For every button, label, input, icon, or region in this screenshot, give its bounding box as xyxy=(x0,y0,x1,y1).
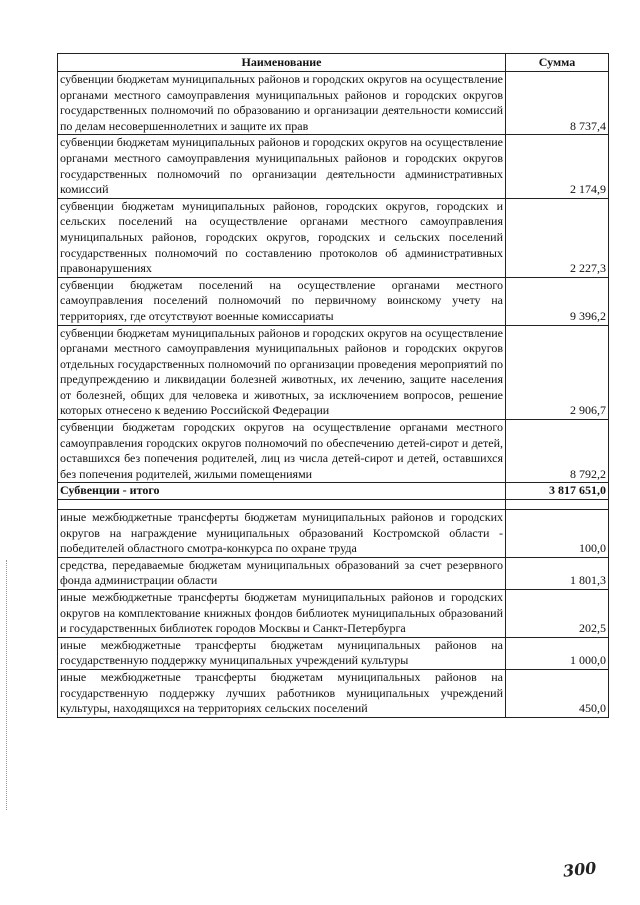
row-sum: 202,5 xyxy=(506,590,609,638)
row-sum: 2 227,3 xyxy=(506,198,609,277)
header-sum: Сумма xyxy=(506,54,609,72)
row-sum: 450,0 xyxy=(506,669,609,717)
row-name: субвенции бюджетам муниципальных районов, городских округов, городских и сельских поселений на осуществление органами местного самоуправления муниципальных районов, городских округов, городских и сельских поселений государственных полномочий по составлению протоколов об административных правонарушениях xyxy=(58,198,506,277)
row-name: средства, передаваемые бюджетам муниципальных образований за счет резервного фонда администрации области xyxy=(58,557,506,589)
table-row xyxy=(58,510,609,558)
row-name: субвенции бюджетам муниципальных районов и городских округов на осуществление органами местного самоуправления муниципальных районов и городских округов государственных полномочий по организации деятельности административных комиссий xyxy=(58,135,506,198)
table-row xyxy=(58,135,609,198)
row-name: субвенции бюджетам муниципальных районов и городских округов на осуществление органами местного самоуправления муниципальных районов и городских округов государственных полномочий по образованию и организации деятельности комиссий по делам несовершеннолетних и защите их прав xyxy=(58,72,506,135)
row-sum: 2 906,7 xyxy=(506,325,609,420)
table-header-row xyxy=(58,54,609,72)
table-row xyxy=(58,637,609,669)
table-row xyxy=(58,198,609,277)
spacer-cell xyxy=(58,500,506,510)
row-sum: 8 737,4 xyxy=(506,72,609,135)
total-sum: 3 817 651,0 xyxy=(506,483,609,500)
row-sum: 100,0 xyxy=(506,510,609,558)
table-row xyxy=(58,557,609,589)
row-name: субвенции бюджетам городских округов на осуществление органами местного самоуправления городских округов полномочий по обеспечению детей-сирот и детей, оставшихся без попечения родителей, лиц из числа детей-сирот и детей, оставшихся без попечения родителей, жилыми помещениями xyxy=(58,420,506,483)
table-row xyxy=(58,277,609,325)
row-sum: 8 792,2 xyxy=(506,420,609,483)
row-name: иные межбюджетные трансферты бюджетам муниципальных районов и городских округов на комплектование книжных фондов библиотек муниципальных образований и государственных библиотек городов Москвы и Санкт-Петербурга xyxy=(58,590,506,638)
spacer-row xyxy=(58,500,609,510)
total-name: Субвенции - итого xyxy=(58,483,506,500)
row-name: субвенции бюджетам муниципальных районов и городских округов на осуществление органами местного самоуправления муниципальных районов и городских округов отдельных государственных полномочий по организации проведения мероприятий по предупреждению и ликвидации болезней животных, их лечению, защите населения от болезней, общих для человека и животных, за исключением вопросов, решение которых отнесено к ведению Российской Федерации xyxy=(58,325,506,420)
table-row xyxy=(58,72,609,135)
row-name: иные межбюджетные трансферты бюджетам муниципальных районов на государственную поддержку лучших работников муниципальных учреждений культуры, находящихся на территориях сельских поселений xyxy=(58,669,506,717)
page-number: 300 xyxy=(562,858,598,881)
row-name: субвенции бюджетам поселений на осуществление органами местного самоуправления поселений полномочий по первичному воинскому учету на территориях, где отсутствуют военные комиссариаты xyxy=(58,277,506,325)
budget-table xyxy=(57,53,609,718)
row-sum: 1 000,0 xyxy=(506,637,609,669)
total-row xyxy=(58,483,609,500)
spacer-cell xyxy=(506,500,609,510)
row-name: иные межбюджетные трансферты бюджетам муниципальных районов и городских округов на награждение муниципальных образований Костромской области - победителей областного смотра-конкурса по охране труда xyxy=(58,510,506,558)
table-row xyxy=(58,590,609,638)
row-sum: 9 396,2 xyxy=(506,277,609,325)
row-sum: 1 801,3 xyxy=(506,557,609,589)
scan-edge-marks xyxy=(6,560,9,810)
row-name: иные межбюджетные трансферты бюджетам муниципальных районов на государственную поддержку муниципальных учреждений культуры xyxy=(58,637,506,669)
table-row xyxy=(58,420,609,483)
header-name: Наименование xyxy=(58,54,506,72)
table-row xyxy=(58,325,609,420)
row-sum: 2 174,9 xyxy=(506,135,609,198)
table-row xyxy=(58,669,609,717)
